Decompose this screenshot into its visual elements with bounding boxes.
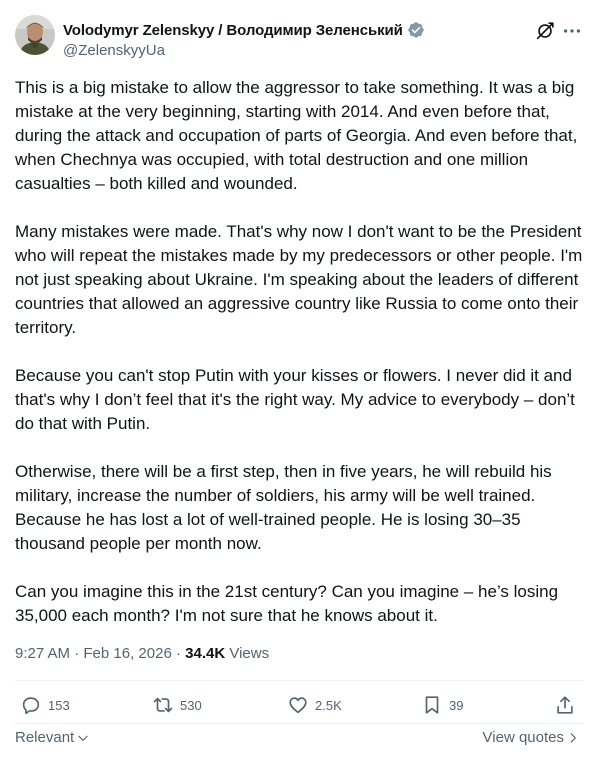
share-button[interactable] [554, 694, 576, 716]
post-text [15, 76, 585, 652]
reply-count: 153 [48, 697, 70, 713]
verified-badge-icon[interactable] [407, 21, 425, 39]
action-bar [0, 688, 598, 724]
repost-button[interactable] [152, 694, 202, 716]
author-name-row[interactable] [63, 21, 425, 39]
like-button[interactable] [287, 694, 342, 716]
avatar-image [15, 15, 55, 55]
post-paragraph: Many mistakes were made. That's why now I don't want to be the President who will repeat the mistakes made by my predecessors or other people. I'm not just speaking about Ukraine. I'm speaking about the leaders of different countries that allowed an aggressive country like Russia to come onto their territory. [15, 222, 583, 337]
meta-separator: · [175, 645, 181, 662]
post-meta [15, 645, 269, 662]
views-count: 34.4K [185, 645, 226, 662]
sort-label: Relevant [15, 729, 75, 746]
chevron-down-icon [76, 731, 90, 745]
chevron-right-icon [566, 731, 580, 745]
sort-relevant-dropdown[interactable] [15, 729, 90, 746]
post-paragraph: Can you imagine this in the 21st century? Can you imagine – he’s losing 35,000 each month? I'm not sure that he knows about it. [15, 582, 559, 625]
views-label: Views [229, 645, 270, 662]
divider [15, 680, 583, 681]
post-paragraph: Otherwise, there will be a first step, then in five years, he will rebuild his military, increase the number of soldiers, his army will be well trained. Because he has lost a lot of well-trained people. He is losing 30–35 thousand people per month now. [15, 462, 552, 553]
view-quotes-link[interactable] [483, 729, 580, 746]
reply-button[interactable] [20, 694, 70, 716]
post-date[interactable]: Feb 16, 2026 [83, 645, 172, 662]
more-icon[interactable] [561, 20, 583, 42]
post-time[interactable]: 9:27 AM [15, 645, 71, 662]
reply-icon [20, 694, 42, 716]
grok-icon[interactable] [534, 20, 556, 42]
divider [15, 723, 583, 724]
heart-icon [287, 694, 309, 716]
bookmark-count: 39 [449, 697, 464, 713]
bookmark-button[interactable] [421, 694, 463, 716]
share-icon [554, 694, 576, 716]
meta-separator: · [74, 645, 80, 662]
view-quotes-label: View quotes [482, 729, 564, 746]
post-paragraph: This is a big mistake to allow the aggressor to take something. It was a big mistake at the very beginning, starting with 2014. And even before that, during the attack and occupation of parts of Georgia. And even before that, when Chechnya was occupied, with total destruction and one million casualties – both killed and wounded. [15, 78, 578, 193]
author-handle[interactable]: @ZelenskyyUa [63, 42, 165, 59]
author-display-name[interactable]: Volodymyr Zelenskyy / Володимир Зеленський [63, 21, 403, 39]
avatar[interactable] [15, 15, 55, 55]
bookmark-icon [421, 694, 443, 716]
post-paragraph: Because you can't stop Putin with your kisses or flowers. I never did it and that's why I don’t feel that it's the right way. My advice to everybody – don’t do that with Putin. [15, 366, 575, 433]
like-count: 2.5K [315, 697, 342, 713]
repost-icon [152, 694, 174, 716]
repost-count: 530 [180, 697, 202, 713]
